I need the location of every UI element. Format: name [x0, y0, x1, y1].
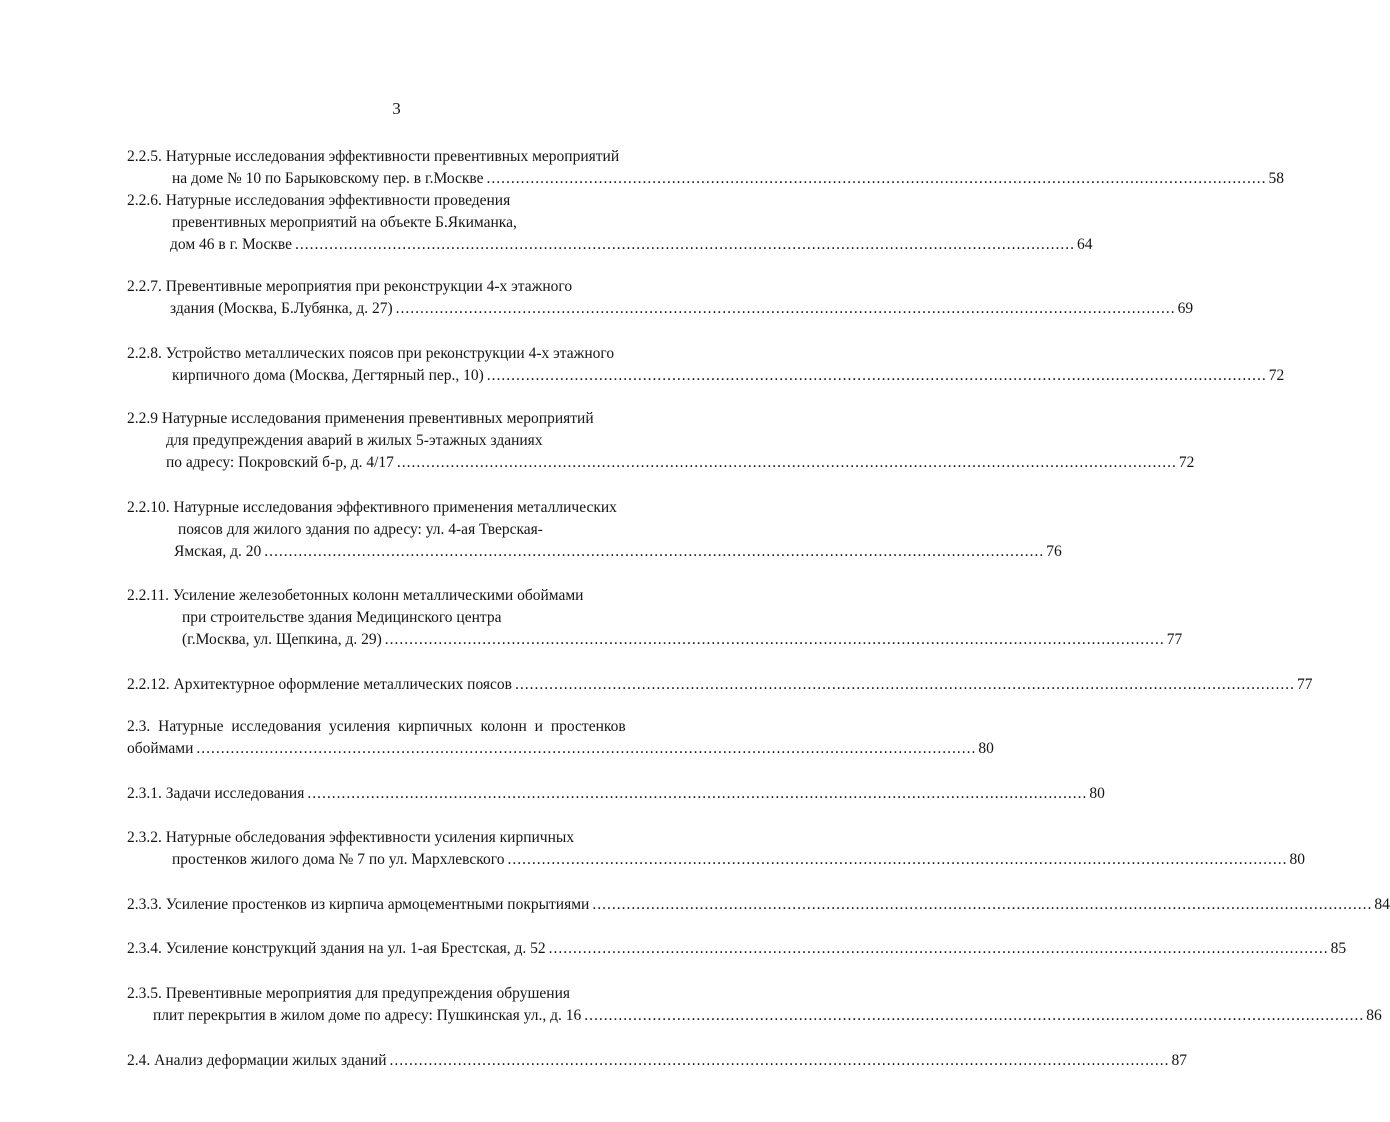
toc-entry-2-3 [0, 716, 994, 760]
toc-entry-text-line: на доме № 10 по Барыковскому пер. в г.Москве [172, 170, 484, 187]
dot-leader: ................................................................................................................................................................ [389, 1052, 1170, 1069]
toc-entry-text-line: 2.3.1. Задачи исследования [127, 785, 305, 802]
toc-entry-text-line: 2.2.6. Натурные исследования эффективности проведения [127, 192, 511, 209]
toc-entry-text-line: поясов для жилого здания по адресу: ул. 4-ая Тверская- [178, 521, 543, 538]
toc-entry-text-line: 2.3.5. Превентивные мероприятия для предупреждения обрушения [127, 985, 570, 1002]
toc-entry-text-line: дом 46 в г. Москве [170, 236, 293, 253]
toc-page-ref: 86 [1366, 1007, 1382, 1024]
dot-leader: ................................................................................................................................................................ [264, 543, 1045, 560]
toc-entry-2-3-2 [0, 827, 1305, 871]
toc-page-ref: 69 [1177, 300, 1194, 317]
toc-entry-2-2-6 [0, 190, 1093, 256]
toc-entry-text-line: 2.3.3. Усиление простенков из кирпича армоцементными покрытиями [127, 896, 590, 913]
page-number: 3 [392, 99, 401, 118]
toc-entry-text-line: по адресу: Покровский б-р, д. 4/17 [166, 454, 394, 471]
dot-leader: ................................................................................................................................................................ [396, 454, 1177, 471]
toc-page-ref: 80 [1289, 851, 1305, 868]
dot-leader: ................................................................................................................................................................ [307, 785, 1088, 802]
toc-entry-text-line: обоймами [127, 740, 194, 757]
toc-entry-2-2-12 [0, 674, 1313, 696]
toc-entry-text-line: 2.2.7. Превентивные мероприятия при реконструкции 4-х этажного [127, 278, 573, 295]
toc-entry-2-3-3 [0, 894, 1390, 916]
dot-leader: ................................................................................................................................................................ [584, 1007, 1365, 1024]
toc-page-ref: 76 [1046, 543, 1062, 560]
toc-entry-text-line: плит перекрытия в жилом доме по адресу: Пушкинская ул., д. 16 [153, 1007, 582, 1024]
toc-entry-2-3-5 [0, 983, 1382, 1027]
toc-entry-text-line: простенков жилого дома № 7 по ул. Мархлевского [172, 851, 505, 868]
dot-leader: ................................................................................................................................................................ [395, 300, 1176, 317]
toc-entry-2-2-7 [0, 276, 1194, 320]
toc-entry-2-2-11 [0, 585, 1183, 651]
dot-leader: ................................................................................................................................................................ [548, 940, 1329, 957]
toc-entry-text-line: превентивных мероприятий на объекте Б.Якиманка, [172, 214, 517, 231]
toc-page-ref: 58 [1268, 170, 1284, 187]
dot-leader: ................................................................................................................................................................ [384, 631, 1165, 648]
toc-entry-text-line: 2.2.11. Усиление железобетонных колонн металлическими обоймами [127, 587, 584, 604]
toc-entry-text-line: 2.3.2. Натурные обследования эффективности усиления кирпичных [127, 829, 575, 846]
toc-entry-text-line: 2.2.5. Натурные исследования эффективности превентивных мероприятий [127, 148, 620, 165]
toc-entry-2-3-4 [0, 938, 1347, 960]
toc-page-ref: 72 [1178, 454, 1195, 471]
toc-entry-text-line: 2.2.9 Натурные исследования применения превентивных мероприятий [127, 410, 594, 427]
toc-entry-text-line: при строительстве здания Медицинского центра [182, 609, 502, 626]
toc-entry-text-line: (г.Москва, ул. Щепкина, д. 29) [182, 631, 382, 648]
toc-entry-text-line: здания (Москва, Б.Лубянка, д. 27) [170, 300, 393, 317]
toc-page-ref: 87 [1171, 1052, 1188, 1069]
toc-entry-text-line: Ямская, д. 20 [174, 543, 262, 560]
toc-entry-2-2-10 [0, 497, 1062, 563]
toc-page-ref: 80 [1089, 785, 1105, 802]
toc-page-ref: 72 [1268, 367, 1285, 384]
dot-leader: ................................................................................................................................................................ [507, 851, 1288, 868]
toc-entry-text-line: кирпичного дома (Москва, Дегтярный пер., 10) [172, 367, 484, 384]
toc-page-ref: 80 [978, 740, 994, 757]
dot-leader: ................................................................................................................................................................ [592, 896, 1373, 913]
dot-leader: ................................................................................................................................................................ [486, 367, 1267, 384]
toc-entry-text-line: 2.4. Анализ деформации жилых зданий [127, 1052, 387, 1069]
toc-entry-text-line: 2.2.8. Устройство металлических поясов при реконструкции 4-х этажного [127, 345, 615, 362]
toc-entry-text-line: для предупреждения аварий в жилых 5-этажных зданиях [166, 432, 543, 449]
dot-leader: ................................................................................................................................................................ [486, 170, 1267, 187]
toc-entry-text-line: 2.3. Натурные исследования усиления кирпичных колонн и простенков [127, 718, 626, 735]
toc-entry-text-line: 2.2.12. Архитектурное оформление металлических поясов [127, 676, 513, 693]
toc-entry-text-line: 2.3.4. Усиление конструкций здания на ул. 1-ая Брестская, д. 52 [127, 940, 546, 957]
toc-entry-2-2-9 [0, 408, 1195, 474]
toc-page-ref: 77 [1297, 676, 1313, 693]
toc-entry-2-3-1 [0, 783, 1105, 805]
toc-page-ref: 64 [1077, 236, 1093, 253]
toc-entry-2-4 [0, 1050, 1188, 1072]
toc-page-ref: 85 [1330, 940, 1347, 957]
dot-leader: ................................................................................................................................................................ [196, 740, 977, 757]
dot-leader: ................................................................................................................................................................ [295, 236, 1076, 253]
toc-page-ref: 77 [1166, 631, 1183, 648]
dot-leader: ................................................................................................................................................................ [515, 676, 1296, 693]
toc-entry-text-line: 2.2.10. Натурные исследования эффективного применения металлических [127, 499, 617, 516]
toc-entry-2-2-5 [0, 146, 1284, 190]
toc-page-ref: 84 [1374, 896, 1390, 913]
toc-entry-2-2-8 [0, 343, 1285, 387]
